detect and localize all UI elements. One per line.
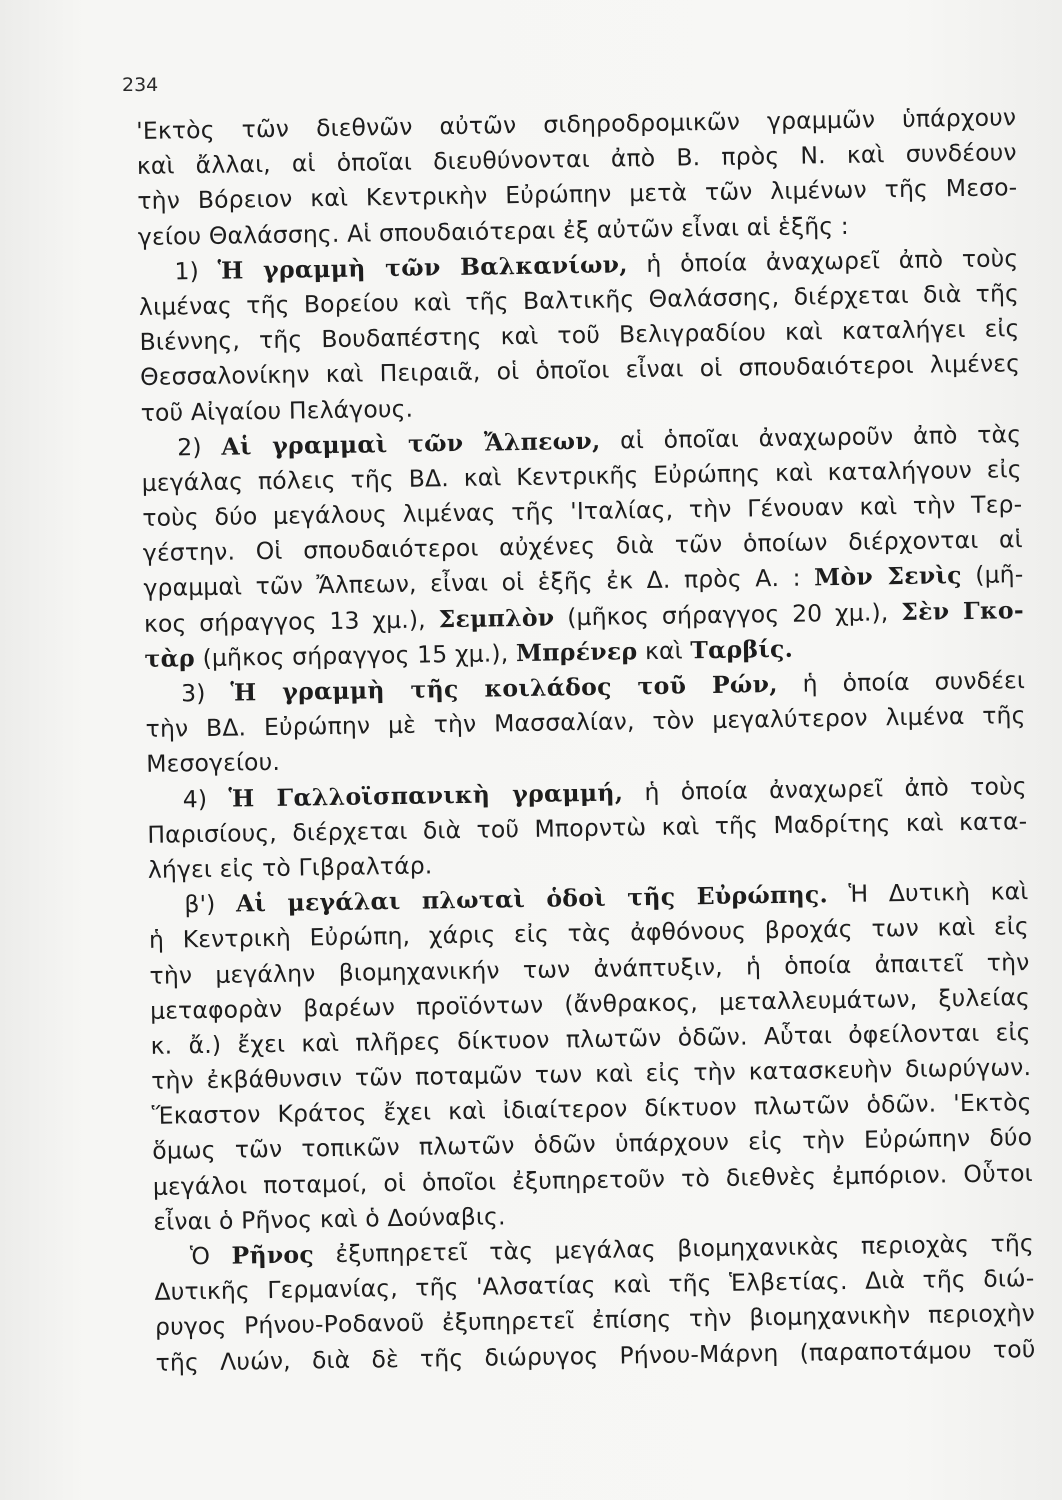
text-run: 3) xyxy=(180,678,231,708)
text-run: λήγει εἰς τὸ Γιβραλτάρ. xyxy=(147,851,433,884)
text-run: 2) xyxy=(177,432,222,462)
heading-franco-spanish: Ἡ Γαλλοϊσπανικὴ γραμμή, xyxy=(228,777,624,813)
text-run: καὶ ἄλλαι, αἱ ὁποῖαι διευθύνονται ἀπὸ Β. πρὸς Ν. καὶ συνδέουν xyxy=(136,138,1017,181)
text-run: (μῆκος σήραγγος 15 χμ.), xyxy=(194,638,517,672)
text-run: μεγάλας πόλεις τῆς ΒΔ. καὶ Κεντρικῆς Εὐρώπης καὶ καταλήγουν εἰς xyxy=(141,455,1022,497)
text-run: τὴν ἐκβάθυνσιν τῶν ποταμῶν των καὶ εἰς τὴν κατασκευὴν διωρύγων. xyxy=(150,1053,1032,1095)
term-mont-cenis: Μὸν Σενὶς xyxy=(813,561,962,592)
text-run: μεταφορὰν βαρέων προϊόντων (ἄνθρακος, μεταλλευμάτων, ξυλείας xyxy=(149,982,1031,1025)
heading-waterways: Αἱ μεγάλαι πλωταὶ ὁδοὶ τῆς Εὐρώπης. xyxy=(235,880,829,918)
text-run: τοὺς δύο μεγάλους λιμένας τῆς 'Ιταλίας, τὴν Γένουαν καὶ τὴν Τερ- xyxy=(142,490,1023,533)
text-run: τὰρ xyxy=(144,643,196,673)
text-run: αἱ ὁποῖαι ἀναχωροῦν ἀπὸ τὰς xyxy=(600,419,1022,455)
text-run: ὅμως τῶν τοπικῶν πλωτῶν ὁδῶν ὑπάρχουν εἰς τὴν Εὐρώπην δύο xyxy=(152,1123,1033,1166)
text-run: γραμμαὶ τῶν Ἄλπεων, εἶναι οἱ ἑξῆς ἐκ Δ. πρὸς Α. : xyxy=(143,563,815,603)
text-run: τὴν ΒΔ. Εὐρώπην μὲ τὴν Μασσαλίαν, τὸν μεγαλύτερον λιμένα τῆς xyxy=(145,701,1026,744)
text-run: β') xyxy=(184,889,237,919)
text-run: Παρισίους, διέρχεται διὰ τοῦ Μπορντὼ καὶ τῆς Μαδρίτης καὶ κατα- xyxy=(147,806,1028,849)
text-run: Θεσσαλονίκην καὶ Πειραιᾶ, οἱ ὁποῖοι εἶναι οἱ σπουδαιότεροι λιμένες xyxy=(139,349,1021,392)
body-text xyxy=(136,100,1036,1380)
text-run: Ὁ xyxy=(189,1241,232,1271)
heading-alps: Αἱ γραμμαὶ τῶν Ἄλπεων, xyxy=(221,426,601,461)
text-run: ρυγος Ρήνου-Ροδανοῦ ἐξυπηρετεῖ ἐπίσης τὴν βιομηχανικὴν περιοχὴν xyxy=(154,1299,1036,1342)
text-run: 1) xyxy=(174,256,218,286)
text-run: τὴν μεγάλην βιομηχανικήν των ἀνάπτυξιν, ἡ ὁποία ἀπαιτεῖ τὴν xyxy=(149,947,1030,990)
text-run: ἡ Κεντρικὴ Εὐρώπη, χάρις εἰς τὰς ἀφθόνους βροχάς των καὶ εἰς xyxy=(148,912,1030,955)
heading-rhone: Ἡ γραμμὴ τῆς κοιλάδος τοῦ Ρών, xyxy=(230,669,778,707)
text-run: μεγάλοι ποταμοί, οἱ ὁποῖοι ἐξυπηρετοῦν τὸ διεθνὲς ἐμπόριον. Οὗτοι xyxy=(152,1158,1033,1201)
text-run: 4) xyxy=(182,784,229,813)
term-simplon: Σεμπλὸν xyxy=(438,603,555,633)
term-tarvis: Ταρβίς. xyxy=(690,634,794,665)
text-run: εἶναι ὁ Ρῆνος καὶ ὁ Δούναβις. xyxy=(153,1202,506,1236)
text-run: γέστην. Οἱ σπουδαιότεροι αὐχένες διὰ τῶν ὁποίων διέρχονται αἱ xyxy=(142,525,1024,568)
text-run: ἡ ὁποία συνδέει xyxy=(777,666,1026,698)
term-rhine: Ρῆνος xyxy=(231,1240,315,1270)
text-run: κ. ἄ.) ἔχει καὶ πλῆρες δίκτυον πλωτῶν ὁδῶν. Αὗται ὀφείλονται εἰς xyxy=(150,1017,1031,1060)
text-run: κος σήραγγος 13 χμ.), xyxy=(143,604,439,638)
text-run: Ἡ Δυτικὴ καὶ xyxy=(827,877,1029,909)
term-gotthard: Σὲν Γκο- xyxy=(901,595,1025,626)
text-run: καὶ xyxy=(637,636,691,666)
text-run: Μεσογείου. xyxy=(145,748,281,779)
text-run: Βιέννης, τῆς Βουδαπέστης καὶ τοῦ Βελιγραδίου καὶ καταλήγει εἰς xyxy=(139,314,1020,357)
text-run: τοῦ Αἰγαίου Πελάγους. xyxy=(140,394,414,427)
text-run: 'Εκτὸς τῶν διεθνῶν αὐτῶν σιδηροδρομικῶν γραμμῶν ὑπάρχουν xyxy=(136,103,1017,145)
text-run: τὴν Βόρειον καὶ Κεντρικὴν Εὐρώπην μετὰ τῶν λιμένων τῆς Μεσο- xyxy=(137,173,1018,216)
term-brenner: Μπρένερ xyxy=(515,637,638,667)
text-run: (μῆ- xyxy=(961,560,1024,590)
text-run: ἡ ὁποία ἀναχωρεῖ ἀπὸ τοὺς xyxy=(627,243,1019,279)
text-run: Ἕκαστον Κράτος ἔχει καὶ ἰδιαίτερον δίκτυον πλωτῶν ὁδῶν. 'Εκτὸς xyxy=(151,1088,1032,1131)
text-run: λιμένας τῆς Βορείου καὶ τῆς Βαλτικῆς Θαλάσσης, διέρχεται διὰ τῆς xyxy=(138,279,1020,321)
text-run: Δυτικῆς Γερμανίας, τῆς 'Αλσατίας καὶ τῆς Ἑλβετίας. Διὰ τῆς διώ- xyxy=(154,1264,1035,1307)
heading-balkans: Ἡ γραμμὴ τῶν Βαλκανίων, xyxy=(217,250,628,285)
page-number: 234 xyxy=(122,74,159,96)
text-run: ἡ ὁποία ἀναχωρεῖ ἀπὸ τοὺς xyxy=(623,771,1027,806)
text-run: (μῆκος σήραγγος 20 χμ.), xyxy=(554,597,902,632)
text-run: ἐξυπηρετεῖ τὰς μεγάλας βιομηχανικὰς περιοχὰς τῆς xyxy=(313,1229,1035,1269)
text-run: τῆς Λυών, διὰ δὲ τῆς διώρυγος Ρήνου-Μάρνη (παραποτάμου τοῦ xyxy=(155,1334,1036,1377)
text-run: γείου Θαλάσσης. Αἱ σπουδαιότεραι ἐξ αὐτῶν εἶναι αἱ ἑξῆς : xyxy=(137,211,850,251)
